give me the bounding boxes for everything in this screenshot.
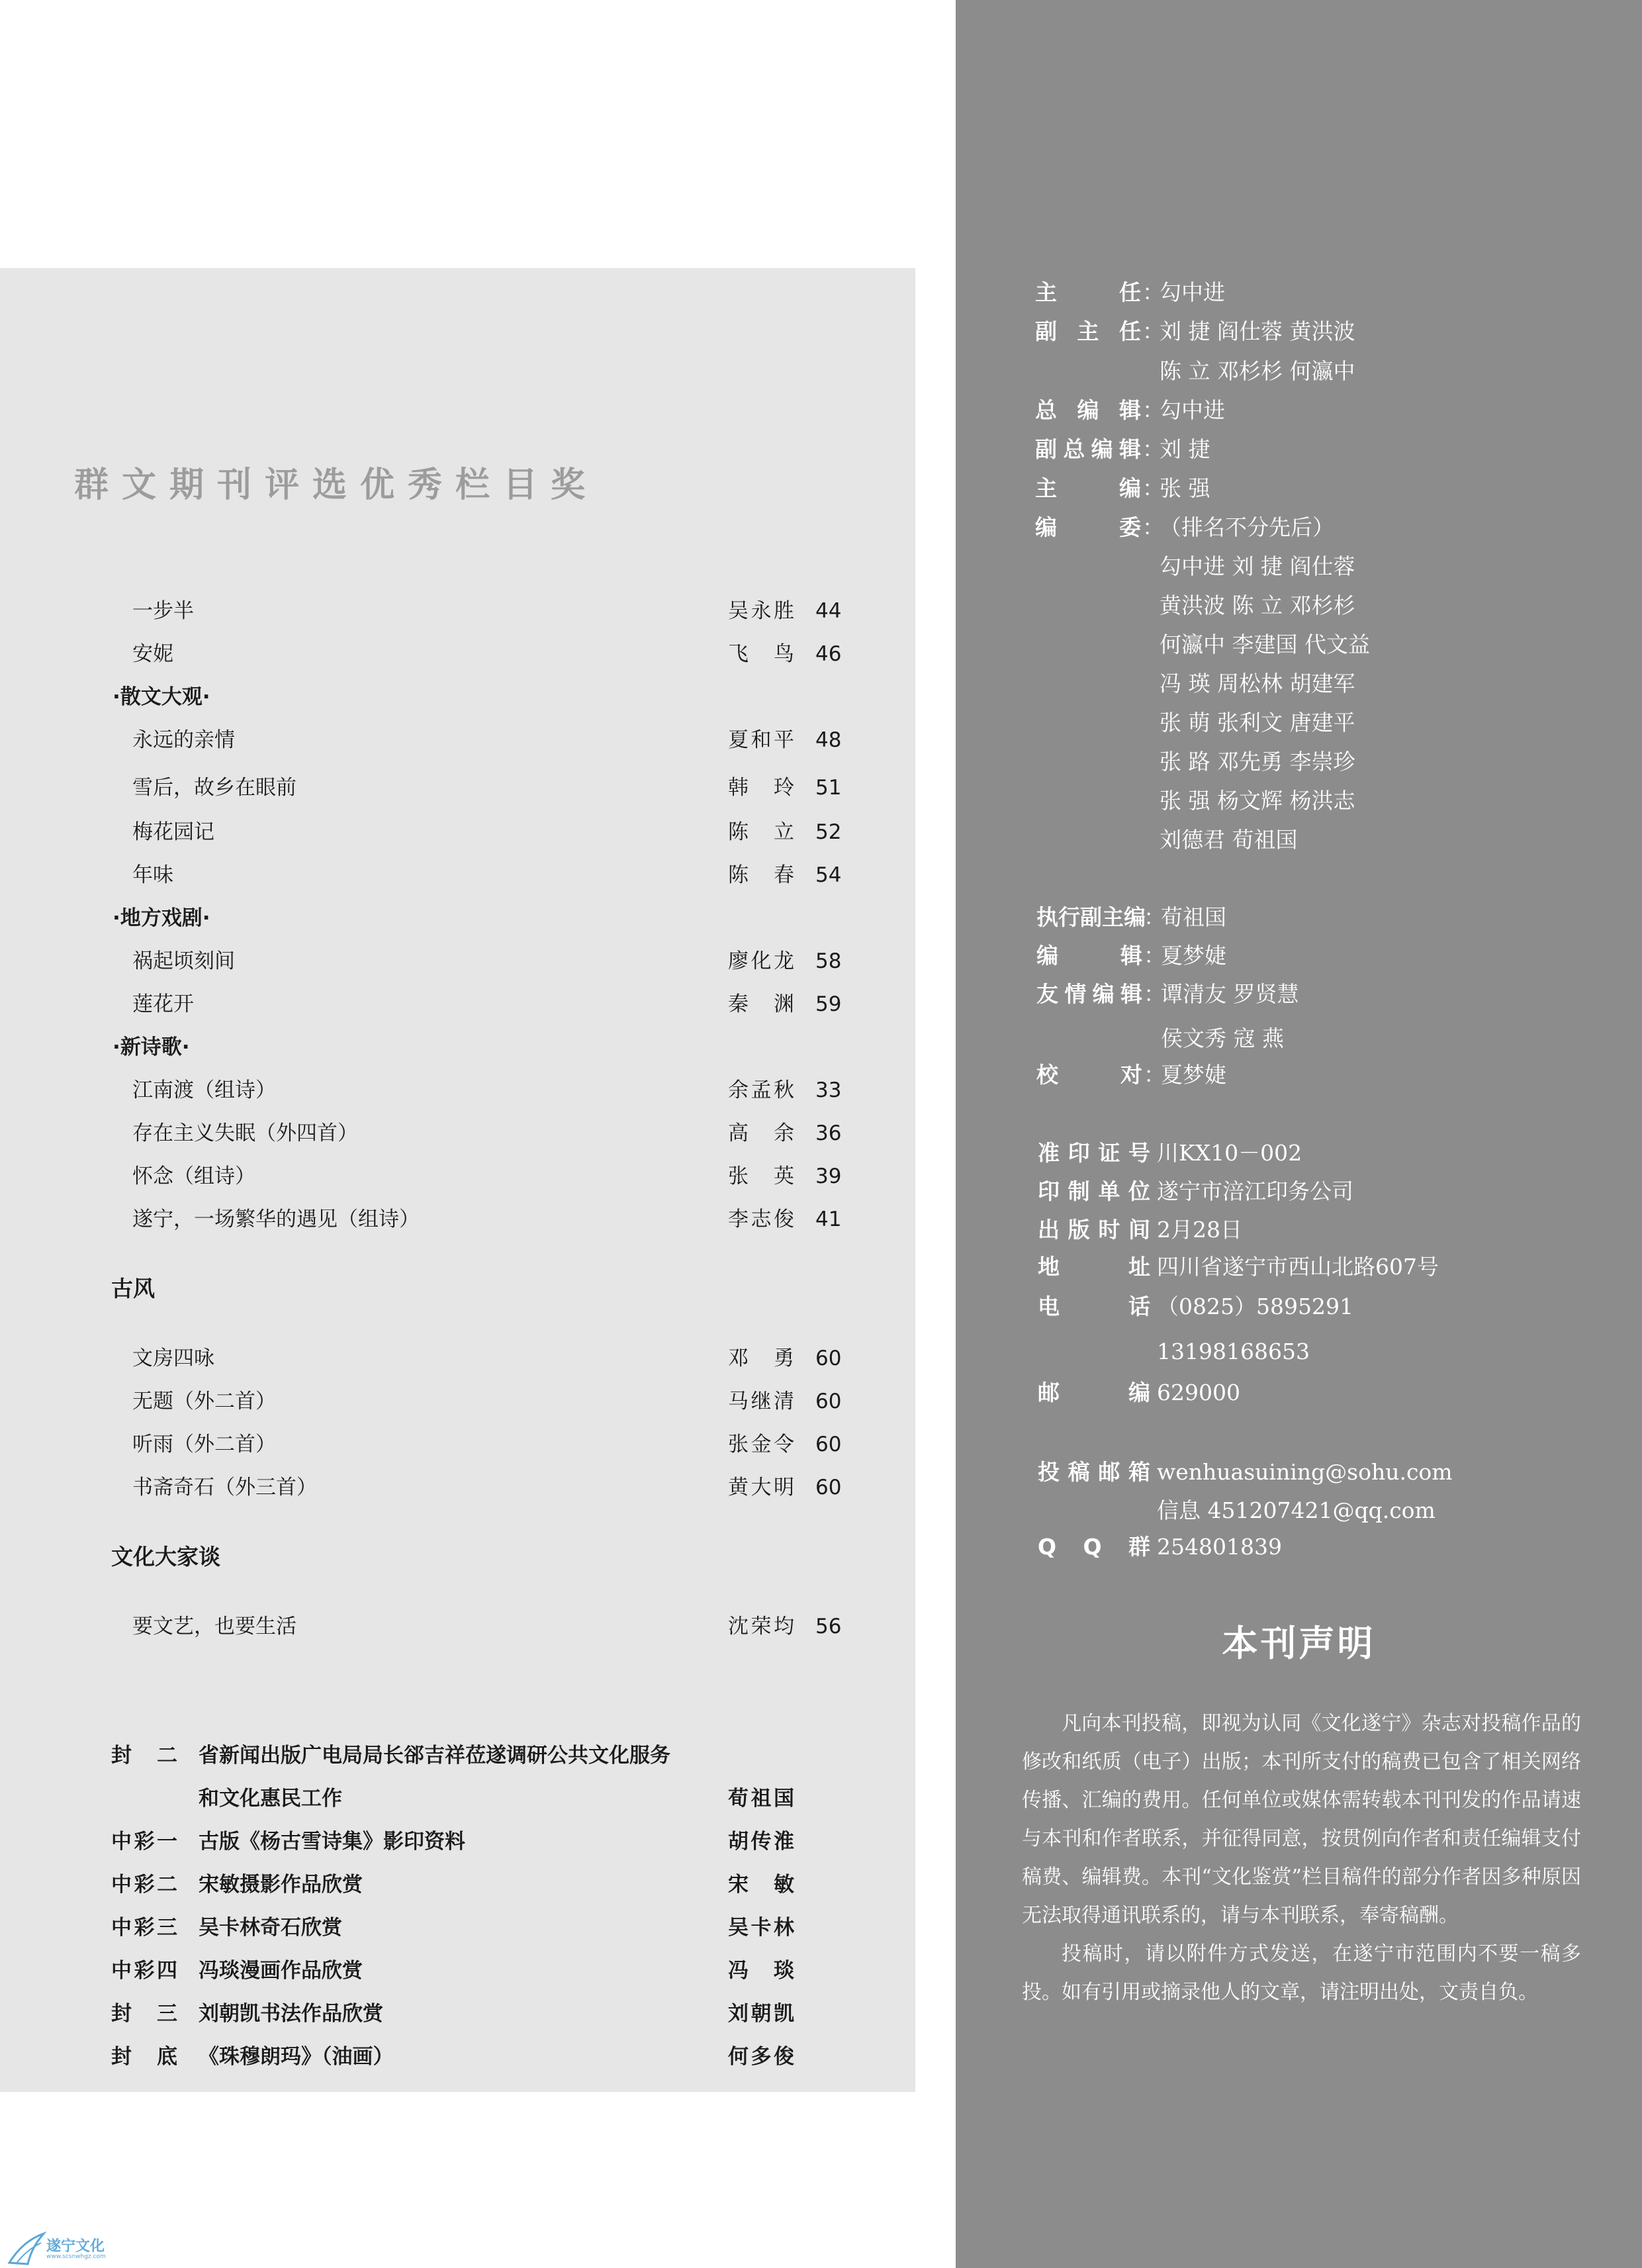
entry-author: 黄大明 [728,1476,794,1499]
insert-description: 宋敏摄影作品欣赏 [199,1873,363,1897]
entry-author: 陈 春 [728,863,794,887]
info-value: 信息 451207421@qq.com [1157,1497,1436,1523]
info-key: 执行副主编 [1036,904,1146,930]
info-value: 夏梦婕 [1161,1062,1226,1088]
toc-entry [0,816,915,849]
entry-page: 33 [815,1078,842,1102]
entry-title: 存在主义失眠（外四首） [132,1121,358,1145]
insert-entry [0,1911,915,1944]
insert-description: 吴卡林奇石欣赏 [199,1916,342,1940]
colon-separator: ： [1142,514,1164,540]
entry-author: 陈 立 [728,820,794,844]
statement-body [1022,1705,1581,2012]
info-value: 夏梦婕 [1161,943,1226,969]
insert-description: 冯琰漫画作品欣赏 [199,1959,363,1983]
masthead-panel [956,0,1642,2268]
insert-author: 冯 琰 [728,1959,794,1983]
colon-separator: ： [1144,943,1165,969]
entry-title: 要文艺，也要生活 [132,1615,296,1638]
insert-author: 宋 敏 [728,1873,794,1897]
info-key: 副总编辑 [1035,436,1141,462]
committee-members: 刘德君 荀祖国 [1160,827,1298,853]
insert-entry [0,2040,915,2073]
info-key: 印制单位 [1038,1178,1150,1204]
entry-author: 韩 玲 [728,776,794,800]
entry-title: 一步半 [132,599,194,623]
insert-entry [0,1739,915,1772]
info-value: 遂宁市涪江印务公司 [1157,1178,1353,1204]
entry-title: 无题（外二首） [132,1390,276,1413]
entry-author: 秦 渊 [728,992,794,1016]
info-value: 13198168653 [1157,1339,1310,1364]
entry-title: 永远的亲情 [132,728,235,752]
toc-entry [0,1610,915,1643]
entry-title: 梅花园记 [132,820,214,844]
info-value: 254801839 [1157,1534,1282,1560]
insert-entry [0,1825,915,1858]
toc-entry [0,1471,915,1504]
entry-page: 54 [815,863,842,887]
section-label: ·地方戏剧· [113,906,210,930]
entry-author: 张 英 [728,1164,794,1188]
committee-members: 张 路 邓先勇 李崇珍 [1160,749,1355,775]
info-key: 校 对 [1036,1062,1142,1088]
entry-page: 52 [815,820,842,844]
entry-page: 36 [815,1121,842,1145]
colon-separator: ： [1144,1062,1165,1088]
entry-author: 张金令 [728,1433,794,1456]
info-value: 629000 [1157,1380,1240,1405]
insert-label: 中彩一 [111,1830,177,1854]
info-key: 总编辑 [1035,397,1141,423]
colon-separator: ： [1142,279,1164,305]
colon-separator: ： [1142,318,1164,344]
info-key: 主 编 [1035,475,1141,501]
committee-members: 冯 瑛 周松林 胡建军 [1160,671,1355,696]
info-value: 侯文秀 寇 燕 [1161,1025,1284,1051]
entry-page: 58 [815,949,842,973]
info-key: 电 话 [1038,1294,1150,1319]
insert-author: 胡传淮 [728,1830,794,1854]
insert-label: 中彩二 [111,1873,177,1897]
entry-author: 余孟秋 [728,1078,794,1102]
toc-entry [0,724,915,757]
committee-members: 黄洪波 陈 立 邓杉杉 [1160,592,1355,618]
toc-entry [0,1428,915,1461]
entry-page: 44 [815,599,842,623]
toc-entry [0,1160,915,1193]
info-value: 勾中进 [1160,397,1225,423]
column-heading: 文化大家谈 [111,1544,220,1570]
info-key: 副主任 [1035,318,1141,344]
info-key: 编 辑 [1036,943,1142,969]
colon-separator: ： [1142,397,1164,423]
info-key: 投稿邮箱 [1038,1459,1150,1485]
info-value: 川KX10－002 [1157,1140,1302,1166]
insert-entry [0,1997,915,2030]
entry-author: 吴永胜 [728,599,794,623]
insert-description: 和文化惠民工作 [199,1787,342,1811]
section-label: ·新诗歌· [113,1035,190,1059]
entry-page: 39 [815,1164,842,1188]
insert-description: 古版《杨古雪诗集》影印资料 [199,1830,465,1854]
entry-title: 祸起顷刻间 [132,949,235,973]
info-key: 准印证号 [1038,1140,1150,1166]
toc-entry [0,1203,915,1236]
info-value: （排名不分先后） [1160,514,1334,540]
insert-author: 荀祖国 [728,1787,794,1811]
entry-page: 56 [815,1615,842,1638]
column-heading: 古风 [111,1276,155,1301]
info-key: 主 任 [1035,279,1141,305]
logo-name: 遂宁文化 [46,2238,105,2255]
entry-page: 51 [815,776,842,800]
info-value: 陈 立 邓杉杉 何瀛中 [1160,358,1355,384]
info-key: 友情编辑 [1036,981,1142,1007]
toc-entry [0,1117,915,1150]
entry-page: 60 [815,1433,842,1456]
info-value: 2月28日 [1157,1217,1242,1243]
logo-url: www.scsnwhgz.com [46,2253,106,2260]
insert-description: 《珠穆朗玛》（油画） [199,2045,394,2069]
info-value: 荀祖国 [1161,904,1226,930]
colon-separator: ： [1144,981,1165,1007]
award-title: 群文期刊评选优秀栏目奖 [74,465,599,505]
committee-members: 张 强 杨文辉 杨洪志 [1160,788,1355,814]
entry-page: 59 [815,992,842,1016]
entry-author: 邓 勇 [728,1347,794,1370]
entry-title: 书斋奇石（外三首） [132,1476,317,1499]
entry-title: 莲花开 [132,992,194,1016]
toc-entry [0,1342,915,1375]
insert-description: 刘朝凯书法作品欣赏 [199,2002,383,2026]
entry-title: 怀念（组诗） [132,1164,255,1188]
statement-paragraph: 凡向本刊投稿，即视为认同《文化遂宁》杂志对投稿作品的修改和纸质（电子）出版；本刊所支付的稿费已包含了相关网络传播、汇编的费用。任何单位或媒体需转载本刊刊发的作品请速与本刊和作者联系，并征得同意，按贯例向作者和责任编辑支付稿费、编辑费。本刊“文化鉴赏”栏目稿件的部分作者因多种原因无法取得通讯联系的，请与本刊联系，奉寄稿酬。 [1022,1712,1581,1927]
toc-entry [0,594,915,628]
statement-title: 本刊声明 [1222,1622,1376,1664]
insert-label: 封 三 [111,2002,177,2026]
committee-members: 何瀛中 李建国 代文益 [1160,632,1370,657]
entry-author: 飞 鸟 [728,642,794,666]
committee-members: 勾中进 刘 捷 阎仕蓉 [1160,553,1355,579]
insert-author: 吴卡林 [728,1916,794,1940]
colon-separator: ： [1142,475,1164,501]
insert-entry [0,1954,915,1987]
entry-page: 46 [815,642,842,666]
insert-label: 中彩三 [111,1916,177,1940]
entry-title: 听雨（外二首） [132,1433,276,1456]
entry-title: 安妮 [132,642,173,666]
insert-entry [0,1782,915,1815]
entry-author: 廖化龙 [728,949,794,973]
toc-entry [0,1385,915,1418]
insert-label: 封 二 [111,1744,177,1768]
committee-members: 张 萌 张利文 唐建平 [1160,710,1355,735]
entry-title: 遂宁，一场繁华的遇见（组诗） [132,1207,420,1231]
entry-author: 沈荣均 [728,1615,794,1638]
colon-separator: ： [1142,436,1164,462]
info-key: Q Q 群 [1038,1534,1150,1560]
insert-author: 何多俊 [728,2045,794,2069]
entry-author: 高 余 [728,1121,794,1145]
entry-page: 60 [815,1390,842,1413]
insert-author: 刘朝凯 [728,2002,794,2026]
info-key: 编 委 [1035,514,1141,540]
toc-entry [0,1074,915,1107]
entry-page: 60 [815,1347,842,1370]
entry-title: 江南渡（组诗） [132,1078,276,1102]
info-value: 张 强 [1160,475,1210,501]
toc-entry [0,771,915,804]
info-value: 勾中进 [1160,279,1225,305]
publisher-logo [7,2230,146,2268]
statement-paragraph: 投稿时，请以附件方式发送，在遂宁市范围内不要一稿多投。如有引用或摘录他人的文章，请注明出处，文责自负。 [1022,1942,1581,2004]
toc-entry [0,638,915,671]
entry-author: 夏和平 [728,728,794,752]
wing-icon [7,2230,46,2268]
entry-page: 60 [815,1476,842,1499]
insert-label: 中彩四 [111,1959,177,1983]
toc-entry [0,945,915,978]
entry-title: 雪后，故乡在眼前 [132,776,296,800]
insert-description: 省新闻出版广电局局长郤吉祥莅遂调研公共文化服务 [199,1744,670,1768]
insert-entry [0,1868,915,1901]
info-value: 刘 捷 阎仕蓉 黄洪波 [1160,318,1355,344]
section-label: ·散文大观· [113,685,210,709]
info-key: 邮 编 [1038,1380,1150,1405]
info-key: 出版时间 [1038,1217,1150,1243]
insert-label: 封 底 [111,2045,177,2069]
entry-author: 马继清 [728,1390,794,1413]
colon-separator: ： [1144,904,1165,930]
entry-title: 文房四咏 [132,1347,214,1370]
toc-entry [0,859,915,892]
info-value: 刘 捷 [1160,436,1210,462]
info-value: wenhuasuining@sohu.com [1157,1459,1453,1485]
entry-title: 年味 [132,863,173,887]
entry-author: 李志俊 [728,1207,794,1231]
toc-entry [0,988,915,1021]
entry-page: 48 [815,728,842,752]
info-value: 四川省遂宁市西山北路607号 [1157,1254,1439,1280]
entry-page: 41 [815,1207,842,1231]
info-key: 地 址 [1038,1254,1150,1280]
info-value: 谭清友 罗贤慧 [1161,981,1299,1007]
info-value: （0825）5895291 [1157,1294,1353,1319]
